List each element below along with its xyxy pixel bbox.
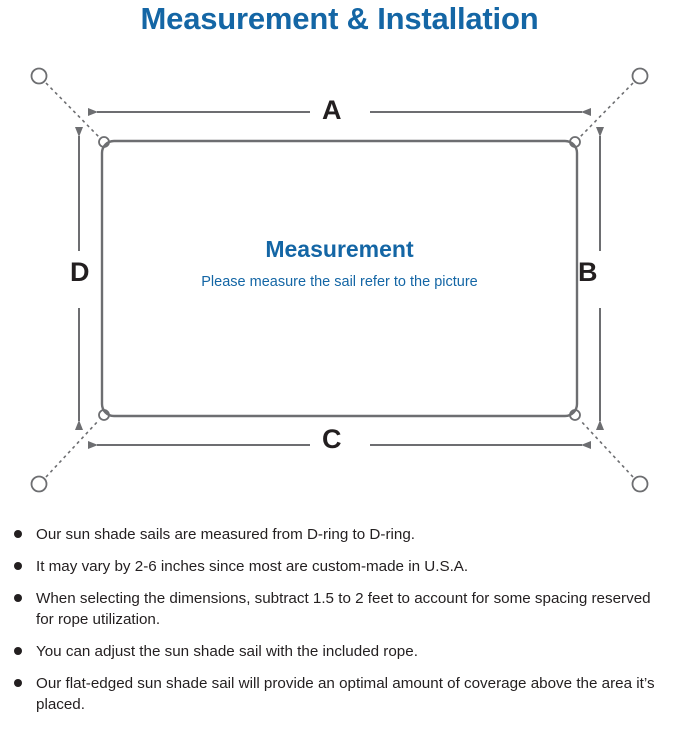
rope-bottom-right — [580, 420, 633, 477]
page-title: Measurement & Installation — [140, 1, 539, 36]
measurement-diagram — [0, 46, 679, 516]
dimension-label-d: D — [70, 257, 90, 287]
list-item — [0, 524, 679, 545]
dimension-label-a: A — [322, 95, 342, 125]
notes-list — [0, 524, 679, 726]
dimension-label-c: C — [322, 424, 342, 454]
bullet-icon — [14, 562, 22, 570]
anchor-bottom-left — [32, 477, 47, 492]
rope-bottom-left — [46, 420, 99, 477]
note-text: Our sun shade sails are measured from D-ring to D-ring. — [36, 526, 415, 543]
list-item — [0, 556, 679, 577]
bullet-icon — [14, 647, 22, 655]
note-text: When selecting the dimensions, subtract 1.5 to 2 feet to account for some spacing reserved for rope utilization. — [36, 590, 651, 628]
bullet-icon — [14, 530, 22, 538]
note-text: Our flat-edged sun shade sail will provide an optimal amount of coverage above the area it’s placed. — [36, 675, 655, 713]
rope-top-left — [46, 83, 99, 137]
bullet-icon — [14, 679, 22, 687]
measurement-subheading: Please measure the sail refer to the picture — [201, 274, 478, 290]
note-text: You can adjust the sun shade sail with the included rope. — [36, 643, 418, 660]
anchor-top-right — [633, 69, 648, 84]
measurement-heading: Measurement — [265, 236, 414, 262]
anchor-top-left — [32, 69, 47, 84]
bullet-icon — [14, 594, 22, 602]
list-item — [0, 641, 679, 662]
dimension-label-b: B — [578, 257, 598, 287]
rope-top-right — [580, 83, 633, 137]
list-item — [0, 673, 679, 715]
anchor-bottom-right — [633, 477, 648, 492]
note-text: It may vary by 2-6 inches since most are custom-made in U.S.A. — [36, 558, 469, 575]
list-item — [0, 588, 679, 630]
